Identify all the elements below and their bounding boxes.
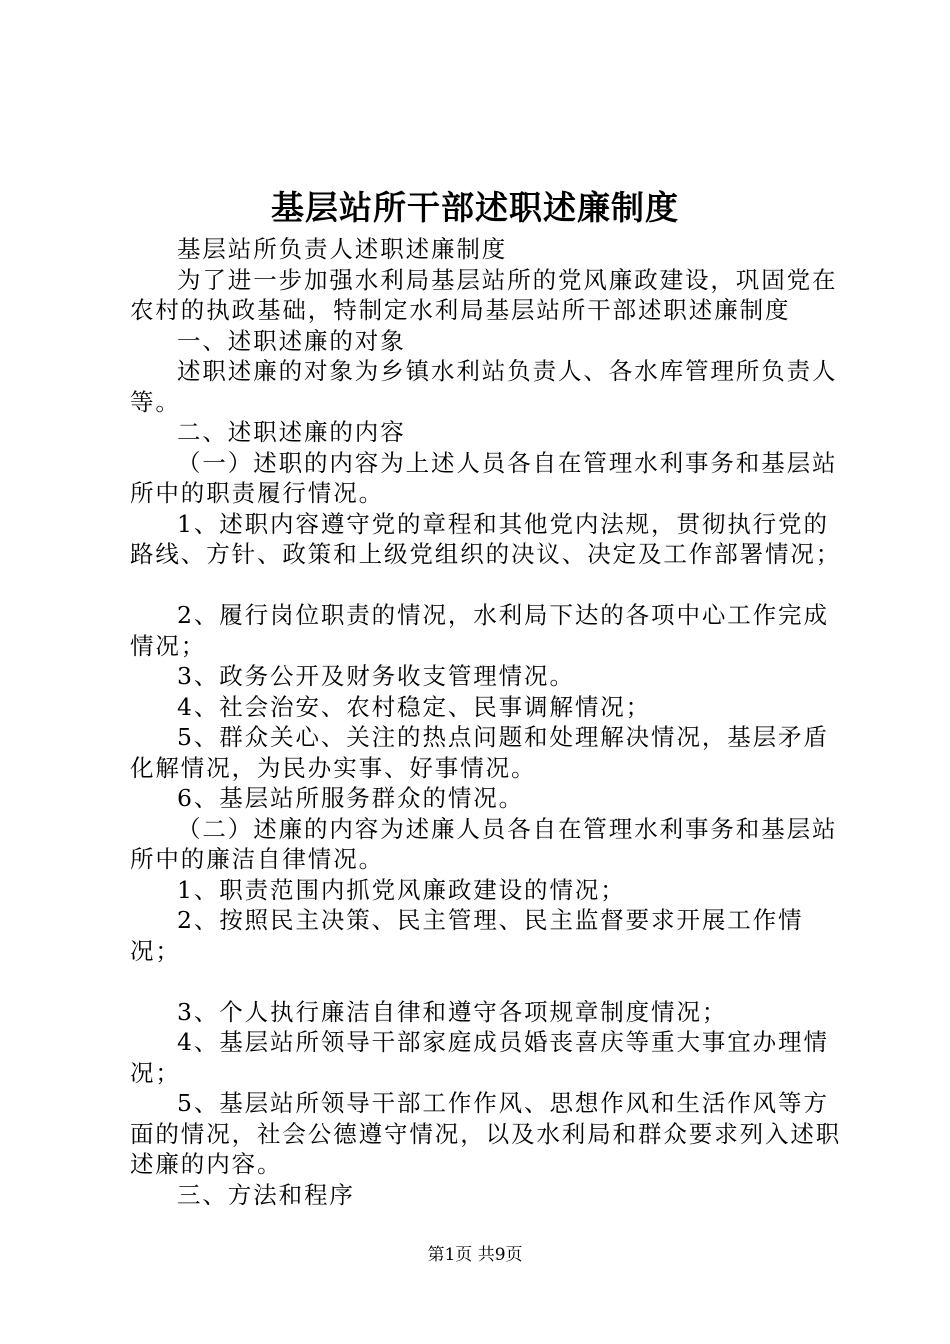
blank-line — [130, 570, 850, 601]
list-item: 5、基层站所领导干部工作作风、思想作风和生活作风等方面的情况，社会公德遵守情况，以及水利局和群众要求列入述职述廉的内容。 — [130, 1089, 842, 1178]
page-number-footer: 第1页 共9页 — [427, 1245, 523, 1265]
paragraph: （一）述职的内容为上述人员各自在管理水利事务和基层站所中的职责履行情况。 — [130, 448, 838, 507]
document-body — [130, 234, 850, 1210]
section-heading: 三、方法和程序 — [177, 1180, 355, 1209]
list-item: 6、基层站所服务群众的情况。 — [177, 784, 525, 812]
list-item: 4、社会治安、农村稳定、民事调解情况； — [177, 692, 652, 721]
list-item: 1、述职内容遵守党的章程和其他党内法规，贯彻执行党的路线、方针、政策和上级党组织的决议、决定及工作部署情况； — [130, 509, 842, 568]
section-heading: 二、述职述廉的内容 — [177, 418, 406, 446]
list-item: 4、基层站所领导干部家庭成员婚丧喜庆等重大事宜办理情况； — [130, 1028, 829, 1087]
paragraph: 述职述廉的对象为乡镇水利站负责人、各水库管理所负责人等。 — [130, 357, 838, 416]
list-item: 2、按照民主决策、民主管理、民主监督要求开展工作情况； — [130, 906, 804, 965]
paragraph: （二）述廉的内容为述廉人员各自在管理水利事务和基层站所中的廉洁自律情况。 — [130, 814, 838, 873]
section-heading: 一、述职述廉的对象 — [177, 326, 406, 355]
list-item: 2、履行岗位职责的情况，水利局下达的各项中心工作完成情况； — [130, 601, 829, 660]
document-title: 基层站所干部述职述廉制度 — [271, 188, 679, 227]
paragraph: 为了进一步加强水利局基层站所的党风廉政建设，巩固党在农村的执政基础，特制定水利局基层站所干部述职述廉制度 — [130, 265, 838, 324]
paragraph: 基层站所负责人述职述廉制度 — [177, 235, 508, 263]
list-item: 3、个人执行廉洁自律和遵守各项规章制度情况； — [177, 997, 728, 1026]
blank-line — [130, 966, 850, 997]
list-item: 1、职责范围内抓党风廉政建设的情况； — [177, 875, 626, 904]
list-item: 3、政务公开及财务收支管理情况。 — [177, 662, 575, 690]
list-item: 5、群众关心、关注的热点问题和处理解决情况，基层矛盾化解情况，为民办实事、好事情况。 — [130, 723, 829, 782]
